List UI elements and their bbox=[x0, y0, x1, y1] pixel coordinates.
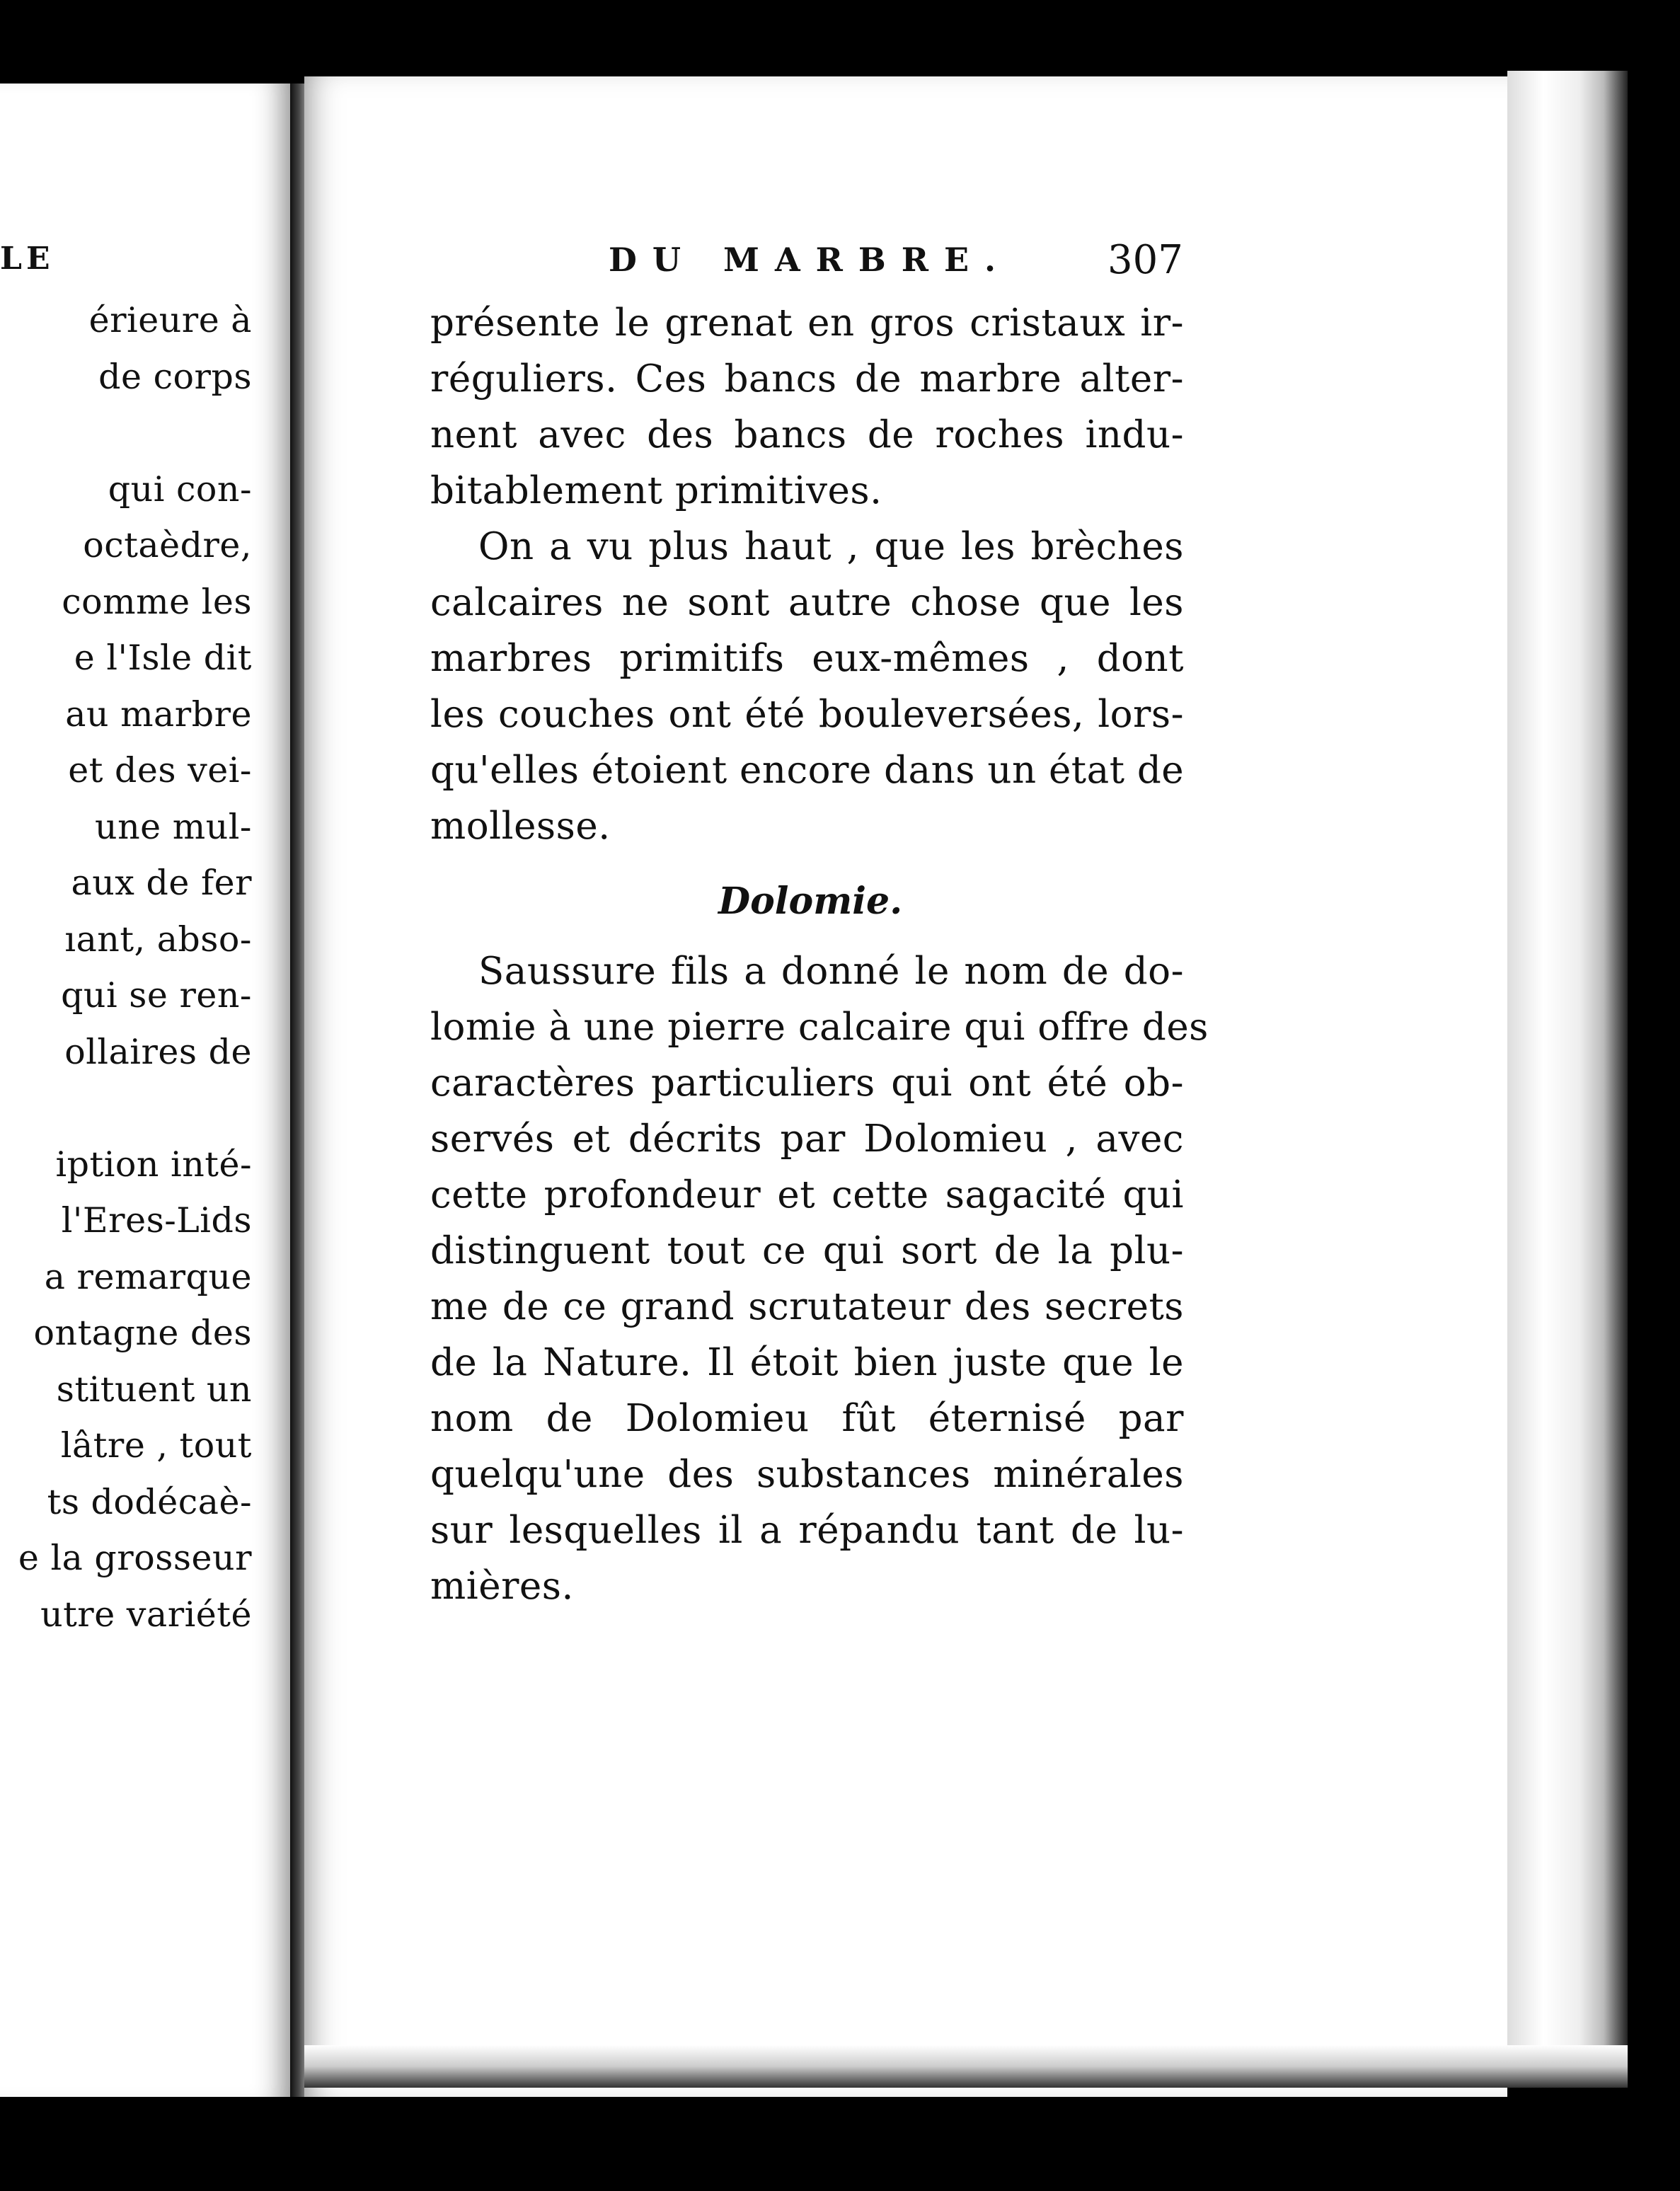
text-line: Saussure fils a donné le nom de do- bbox=[478, 950, 1184, 993]
left-page-line: iption inté- bbox=[55, 1144, 252, 1185]
text-line: marbres primitifs eux-mêmes , dont bbox=[430, 637, 1184, 680]
running-head: DU MARBRE. bbox=[609, 241, 1012, 279]
text-line: nom de Dolomieu fût éternisé par bbox=[430, 1397, 1184, 1440]
left-page-line: lâtre , tout bbox=[60, 1425, 252, 1466]
text-line: les couches ont été bouleversées, lors- bbox=[430, 693, 1184, 736]
left-page-line: au marbre bbox=[65, 694, 252, 735]
text-line: servés et décrits par Dolomieu , avec bbox=[430, 1117, 1184, 1161]
left-page-line: une mul- bbox=[95, 806, 252, 847]
left-page-line: de corps bbox=[98, 356, 252, 397]
left-page-line: ts dodécaè- bbox=[47, 1481, 252, 1522]
left-page-line: stituent un bbox=[56, 1369, 252, 1410]
left-page-line: l'Eres-Lids bbox=[61, 1200, 252, 1241]
text-line: sur lesquelles il a répandu tant de lu- bbox=[430, 1509, 1184, 1552]
text-line: qu'elles étoient encore dans un état de bbox=[430, 749, 1185, 792]
left-page-line: qui con- bbox=[108, 468, 252, 510]
text-line: distinguent tout ce qui sort de la plu- bbox=[430, 1229, 1184, 1272]
text-line: calcaires ne sont autre chose que les bbox=[430, 581, 1184, 624]
left-page-line: qui se ren- bbox=[61, 975, 252, 1016]
text-line: quelqu'une des substances minérales bbox=[430, 1453, 1184, 1496]
left-page-line: e l'Isle dit bbox=[74, 638, 252, 678]
page-number: 307 bbox=[1107, 237, 1183, 283]
left-page-line: comme les bbox=[62, 581, 252, 622]
text-line: me de ce grand scrutateur des secrets bbox=[430, 1285, 1184, 1328]
left-page-line: a remarque bbox=[44, 1256, 252, 1297]
left-running-head: LE bbox=[0, 241, 54, 277]
left-page-line: ollaires de bbox=[64, 1031, 252, 1072]
left-page-line: et des vei- bbox=[68, 750, 252, 790]
left-page-line: octaèdre, bbox=[83, 525, 252, 565]
text-line: mollesse. bbox=[430, 805, 611, 848]
left-page-line: ontagne des bbox=[33, 1313, 252, 1353]
left-page-line: ıant, abso- bbox=[64, 919, 252, 960]
text-line: On a vu plus haut , que les brèches bbox=[478, 525, 1184, 568]
left-page-line: érieure à bbox=[88, 300, 252, 340]
left-page-line: e la grosseur bbox=[18, 1538, 252, 1578]
left-page bbox=[0, 84, 301, 2097]
left-page-line: aux de fer bbox=[71, 863, 252, 903]
text-line: présente le grenat en gros cristaux ir- bbox=[430, 301, 1184, 345]
text-line: caractères particuliers qui ont été ob- bbox=[430, 1062, 1184, 1105]
text-line: cette profondeur et cette sagacité qui bbox=[430, 1173, 1184, 1217]
page-bottom-edge bbox=[304, 2045, 1628, 2088]
page-edge bbox=[1507, 71, 1628, 2081]
text-line: réguliers. Ces bancs de marbre alter- bbox=[430, 357, 1184, 401]
left-page-line: utre variété bbox=[40, 1594, 252, 1635]
text-line: lomie à une pierre calcaire qui offre des bbox=[430, 1006, 1209, 1049]
text-line: mières. bbox=[430, 1565, 574, 1608]
section-title: Dolomie. bbox=[718, 880, 903, 923]
text-line: nent avec des bancs de roches indu- bbox=[430, 413, 1184, 456]
text-line: de la Nature. Il étoit bien juste que le bbox=[430, 1341, 1184, 1384]
text-line: bitablement primitives. bbox=[430, 469, 882, 512]
